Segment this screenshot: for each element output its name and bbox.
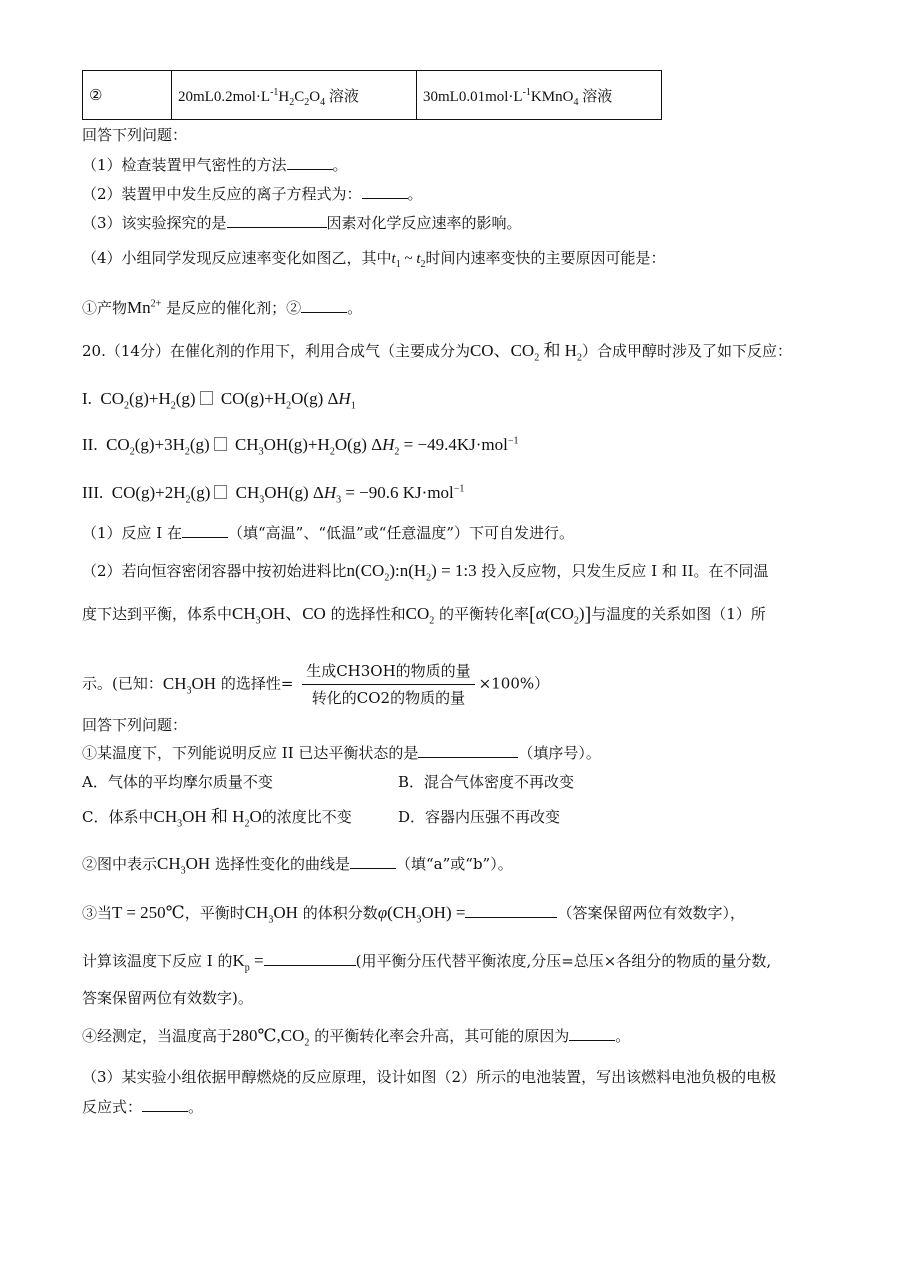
q19-part1: （1）检查装置甲气密性的方法 。 bbox=[82, 156, 348, 174]
q20-part1: （1）反应 I 在 （填“高温”、“低温”或“任意温度”）下可自发进行。 bbox=[82, 524, 575, 542]
q19-part4: （4）小组同学发现反应速率变化如图乙，其中$t_1$ ~ $t_2$时间内速率变快的主要原因可能是： bbox=[82, 249, 666, 270]
answer-blank[interactable] bbox=[264, 951, 356, 966]
option-a: A．气体的平均摩尔质量不变 bbox=[82, 773, 273, 791]
q20-part3-line1: （3）某实验小组依据甲醇燃烧的反应原理，设计如图（2）所示的电池装置，写出该燃料电池负极的电极 bbox=[82, 1068, 777, 1086]
selectivity-fraction: $\frac{\text{生成CH3OH的物质的量}}{\text{转化的CO2的物质的量}}$ bbox=[302, 660, 474, 709]
equilibrium-arrow-icon bbox=[214, 437, 227, 451]
answer-blank[interactable] bbox=[362, 184, 408, 199]
experiment-table bbox=[82, 70, 662, 120]
q20-sub2: ②图中表示$CH_3OH$ 选择性变化的曲线是 （填“a”或“b”）。 bbox=[82, 854, 513, 877]
table-cell-oxalic: $20mL0.2mol\cdot L^{-1}H_2C_2O_4$ 溶液 bbox=[172, 71, 417, 120]
q20-sub1: ①某温度下，下列能说明反应 II 已达平衡状态的是 （填序号）。 bbox=[82, 744, 601, 762]
option-d: D．容器内压强不再改变 bbox=[398, 808, 561, 826]
q20-part2-line1: （2）若向恒容密闭容器中按初始进料比$n(CO_2):n(H_2)$ = 1:3 投入反应物，只发生反应 I 和 II。在不同温 bbox=[82, 561, 769, 584]
option-b: B．混合气体密度不再改变 bbox=[398, 773, 575, 791]
option-c: C．体系中$CH_3OH$ 和 $H_2O$的浓度比不变 bbox=[82, 807, 352, 830]
table-cell-id: ② bbox=[83, 71, 172, 120]
reaction-2: II. $CO_2(g)+3H_2(g)$ $CH_3OH(g)+H_2O(g) \Delta H_2 = -49.4KJ\cdot mol^{-1}$ bbox=[82, 435, 519, 458]
q19-part4-reason: ①产物$Mn^{2+}$ 是反应的催化剂；② 。 bbox=[82, 298, 363, 317]
q20-part2-line2: 度下达到平衡，体系中$CH_3OH$、CO 的选择性和$CO_2$ 的平衡转化率$[\alpha(CO_2)]$与温度的关系如图（1）所 bbox=[82, 604, 766, 627]
answer-blank[interactable] bbox=[301, 298, 347, 313]
table-row bbox=[83, 71, 662, 120]
equilibrium-arrow-icon bbox=[214, 485, 227, 499]
answer-blank[interactable] bbox=[227, 213, 327, 228]
q19-intro: 回答下列问题： bbox=[82, 126, 188, 144]
equilibrium-arrow-icon bbox=[200, 391, 213, 405]
table-cell-kmno4: $30mL0.01mol\cdot L^{-1}KMnO_4$ 溶液 bbox=[417, 71, 662, 120]
answer-blank[interactable] bbox=[418, 743, 518, 758]
answer-blank[interactable] bbox=[182, 523, 228, 538]
q20-sub4: ④经测定，当温度高于$280℃,CO_2$ 的平衡转化率会升高，其可能的原因为 。 bbox=[82, 1026, 631, 1049]
answer-blank[interactable] bbox=[569, 1026, 615, 1041]
q20-stem: 20.（14分）在催化剂的作用下，利用合成气（主要成分为CO、$CO_2$ 和 $H_2$）合成甲醇时涉及了如下反应： bbox=[82, 341, 792, 364]
answer-blank[interactable] bbox=[350, 854, 396, 869]
q20-part3-line2: 反应式： 。 bbox=[82, 1098, 204, 1116]
q20-sub3-note: 答案保留两位有效数字)。 bbox=[82, 989, 253, 1007]
q20-intro2: 回答下列问题： bbox=[82, 716, 188, 734]
reaction-3: III. $CO(g)+2H_2(g)$ $CH_3OH(g) \Delta H_3 = -90.6$ KJ·mol$^{-1}$ bbox=[82, 483, 465, 506]
q20-sub3: ③当T = 250℃，平衡时$CH_3OH$ 的体积分数$\varphi(CH_3OH)$ = （答案保留两位有效数字）， bbox=[82, 903, 745, 926]
q20-sub3-kp: 计算该温度下反应 I 的$K_p$ = (用平衡分压代替平衡浓度,分压=总压×各组分的物质的量分数, bbox=[82, 951, 772, 974]
reaction-1: I. $CO_2(g)+H_2(g)$ $CO(g)+H_2O(g)$ $\Delta H_1$ bbox=[82, 389, 356, 412]
answer-blank[interactable] bbox=[142, 1097, 188, 1112]
answer-blank[interactable] bbox=[287, 155, 333, 170]
q19-part3: （3）该实验探究的是 因素对化学反应速率的影响。 bbox=[82, 214, 522, 232]
answer-blank[interactable] bbox=[465, 903, 557, 918]
q20-part2-line3: 示。(已知：$CH_3OH$ 的选择性= $\frac{\text{生成CH3OH的物质的量}}{\text{转化的CO2的物质的量}}$ ×100%） bbox=[82, 662, 550, 707]
q19-part2: （2）装置甲中发生反应的离子方程式为： 。 bbox=[82, 185, 423, 203]
